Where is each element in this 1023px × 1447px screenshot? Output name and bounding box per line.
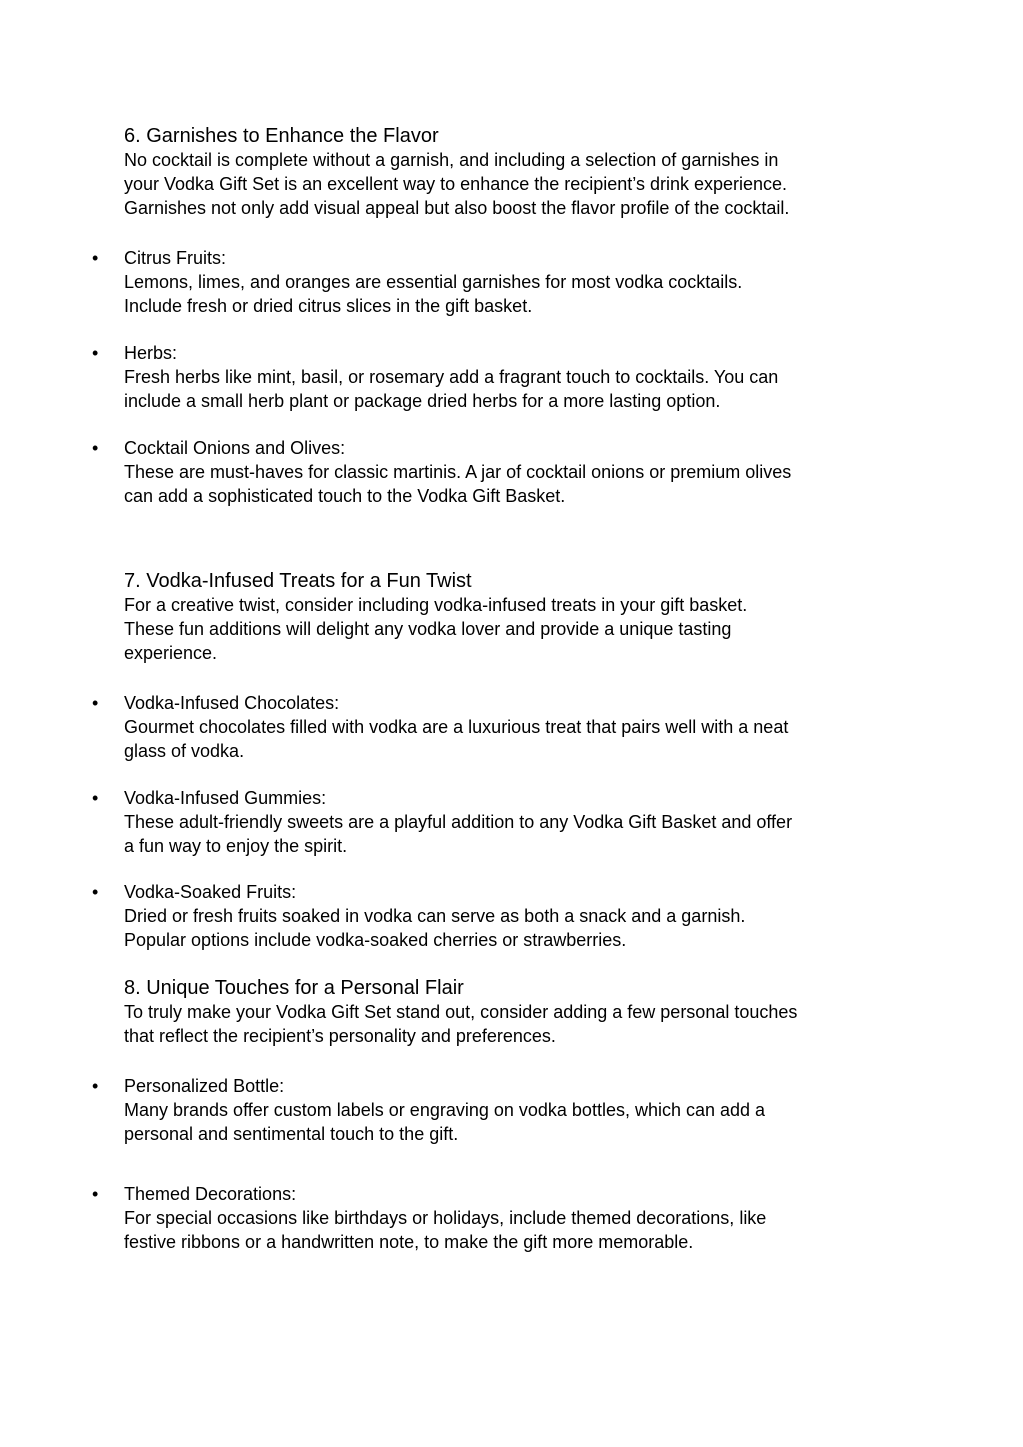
item-line: These are must-haves for classic martinis. A jar of cocktail onions or premium olives [124,462,792,482]
list-item-herbs [92,341,914,413]
item-line: Gourmet chocolates filled with vodka are a luxurious treat that pairs well with a neat [124,717,789,737]
list-item-personalized-bottle [92,1074,914,1146]
section-6 [124,124,914,220]
item-line: can add a sophisticated touch to the Vodka Gift Basket. [124,486,566,506]
section-heading: 6. Garnishes to Enhance the Flavor [124,125,439,147]
list-item-vodka-infused-gummies [92,786,914,858]
bullet-icon: • [92,438,99,458]
item-line: Dried or fresh fruits soaked in vodka can serve as both a snack and a garnish. [124,906,746,926]
item-title: Vodka-Soaked Fruits: [124,882,297,902]
intro-line: your Vodka Gift Set is an excellent way to enhance the recipient’s drink experience. [124,174,788,194]
intro-line: that reflect the recipient’s personality and preferences. [124,1026,556,1046]
bullet-icon: • [92,343,99,363]
item-title: Themed Decorations: [124,1184,297,1204]
section-8 [124,976,914,1048]
section-heading: 7. Vodka-Infused Treats for a Fun Twist [124,570,472,592]
list-item-cocktail-onions-olives [92,436,914,508]
item-line: Lemons, limes, and oranges are essential garnishes for most vodka cocktails. [124,272,743,292]
bullet-icon: • [92,1184,99,1204]
item-title: Cocktail Onions and Olives: [124,438,346,458]
item-line: Include fresh or dried citrus slices in the gift basket. [124,296,533,316]
section-7 [124,569,914,665]
intro-line: No cocktail is complete without a garnish, and including a selection of garnishes in [124,150,779,170]
item-title: Vodka-Infused Chocolates: [124,693,340,713]
bullet-icon: • [92,882,99,902]
intro-line: For a creative twist, consider including vodka-infused treats in your gift basket. [124,595,748,615]
item-line: include a small herb plant or package dried herbs for a more lasting option. [124,391,721,411]
item-line: For special occasions like birthdays or holidays, include themed decorations, like [124,1208,767,1228]
item-line: a fun way to enjoy the spirit. [124,836,348,856]
item-line: glass of vodka. [124,741,245,761]
list-item-citrus-fruits [92,246,914,318]
item-line: Fresh herbs like mint, basil, or rosemary add a fragrant touch to cocktails. You can [124,367,779,387]
item-line: personal and sentimental touch to the gift. [124,1124,459,1144]
intro-line: experience. [124,643,218,663]
section-heading: 8. Unique Touches for a Personal Flair [124,977,464,999]
item-line: festive ribbons or a handwritten note, to make the gift more memorable. [124,1232,694,1252]
intro-line: To truly make your Vodka Gift Set stand out, consider adding a few personal touches [124,1002,798,1022]
bullet-icon: • [92,788,99,808]
item-title: Citrus Fruits: [124,248,227,268]
list-item-vodka-infused-chocolates [92,691,914,763]
bullet-icon: • [92,693,99,713]
bullet-icon: • [92,1076,99,1096]
item-title: Personalized Bottle: [124,1076,285,1096]
list-item-themed-decorations [92,1182,914,1254]
intro-line: These fun additions will delight any vodka lover and provide a unique tasting [124,619,732,639]
item-title: Herbs: [124,343,178,363]
item-title: Vodka-Infused Gummies: [124,788,327,808]
item-line: Popular options include vodka-soaked cherries or strawberries. [124,930,627,950]
item-line: Many brands offer custom labels or engraving on vodka bottles, which can add a [124,1100,766,1120]
intro-line: Garnishes not only add visual appeal but also boost the flavor profile of the cocktail. [124,198,790,218]
bullet-icon: • [92,248,99,268]
item-line: These adult-friendly sweets are a playful addition to any Vodka Gift Basket and offer [124,812,793,832]
list-item-vodka-soaked-fruits [92,880,914,952]
